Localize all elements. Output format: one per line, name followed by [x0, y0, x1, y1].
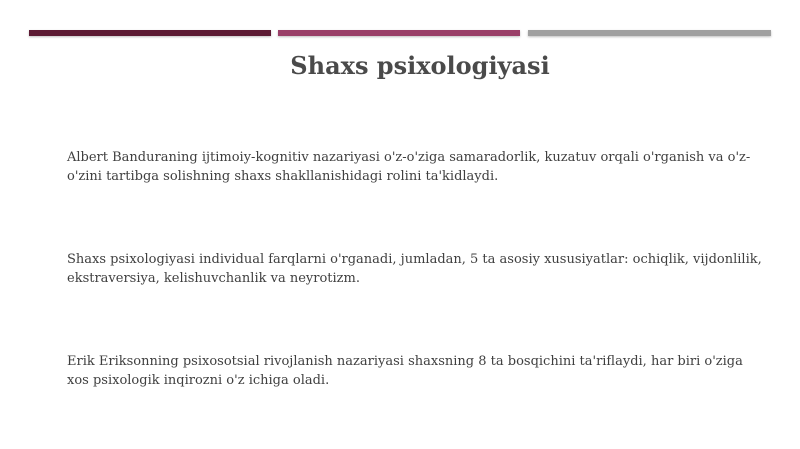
paragraph-big-five: Shaxs psixologiyasi individual farqlarni o'rganadi, jumladan, 5 ta asosiy xususiyatlar: ochiqlik, vijdonlilik, ekstraversiya, kelishuvchanlik va neyrotizm.	[67, 252, 762, 286]
slide-title: Shaxs psixologiyasi	[290, 51, 550, 80]
paragraph-bandura: Albert Banduraning ijtimoiy-kognitiv nazariyasi o'z-o'ziga samaradorlik, kuzatuv orqali o'rganish va o'z-o'zini tartibga solishning shaxs shakllanishidagi rolini ta'kidlaydi.	[67, 150, 751, 184]
top-accent-bar-gray	[528, 30, 771, 36]
paragraph-erikson: Erik Eriksonning psixosotsial rivojlanish nazariyasi shaxsning 8 ta bosqichini ta'riflaydi, har biri o'ziga xos psixologik inqirozni o'z ichiga oladi.	[67, 354, 743, 388]
top-accent-bar-magenta	[278, 30, 520, 36]
top-accent-bar-dark	[29, 30, 271, 36]
